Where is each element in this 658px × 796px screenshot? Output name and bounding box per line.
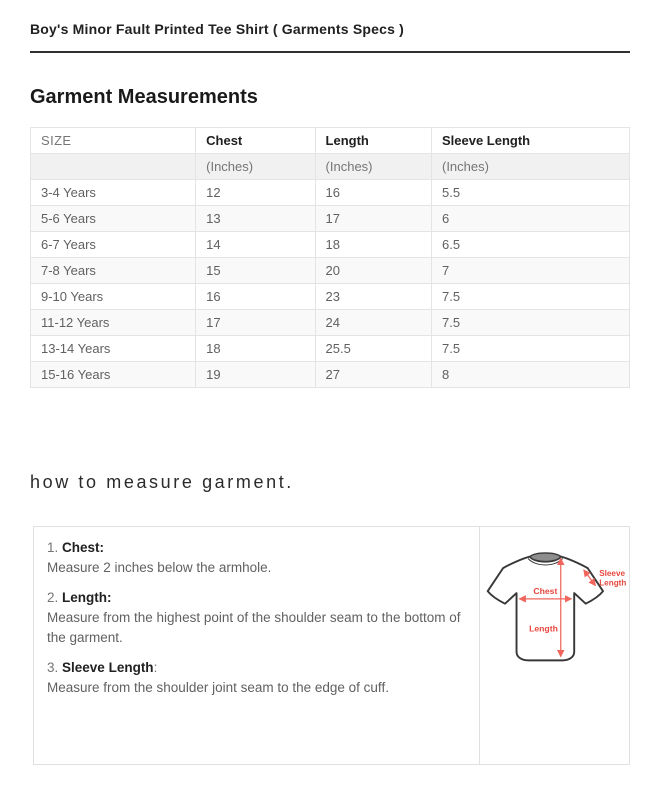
table-row — [31, 336, 630, 362]
size-cell: 11-12 Years — [31, 310, 196, 336]
step-label: Chest: — [62, 540, 105, 555]
step-number: 1. — [47, 540, 59, 555]
sleeve-cell: 8 — [431, 362, 629, 388]
step-label: Sleeve Length — [62, 660, 154, 675]
sleeve-cell: 5.5 — [431, 180, 629, 206]
length-cell: 16 — [315, 180, 431, 206]
length-cell: 18 — [315, 232, 431, 258]
sleeve-length-label-line2: Length — [599, 578, 627, 588]
tshirt-collar — [530, 553, 561, 562]
units-cell: (Inches) — [196, 154, 315, 180]
table-row — [31, 258, 630, 284]
length-cell: 20 — [315, 258, 431, 284]
step-description: Measure 2 inches below the armhole. — [47, 560, 272, 575]
chest-cell: 13 — [196, 206, 315, 232]
length-cell: 23 — [315, 284, 431, 310]
step-description: Measure from the shoulder joint seam to the edge of cuff. — [47, 680, 389, 695]
sleeve-cell: 7.5 — [431, 310, 629, 336]
units-cell — [31, 154, 196, 180]
sleeve-cell: 6 — [431, 206, 629, 232]
column-header-size: SIZE — [31, 128, 196, 154]
table-row — [31, 232, 630, 258]
table-row — [31, 362, 630, 388]
sleeve-length-label-line1: Sleeve — [599, 568, 626, 578]
length-cell: 27 — [315, 362, 431, 388]
units-cell: (Inches) — [431, 154, 629, 180]
table-row — [31, 180, 630, 206]
table-row — [31, 310, 630, 336]
length-cell: 17 — [315, 206, 431, 232]
chest-arrow-label: Chest — [533, 586, 558, 597]
chest-cell: 19 — [196, 362, 315, 388]
step-number: 2. — [47, 590, 59, 605]
measure-step-length — [47, 588, 461, 648]
size-cell: 7-8 Years — [31, 258, 196, 284]
tshirt-measure-diagram — [480, 539, 629, 677]
sleeve-cell: 7.5 — [431, 336, 629, 362]
how-to-measure-box — [33, 526, 630, 765]
measure-step-sleeve-length: 3. Sleeve Length: Measure from the shoulder joint seam to the edge of cuff. — [47, 658, 461, 698]
column-header-sleeve-length: Sleeve Length — [431, 128, 629, 154]
chest-cell: 15 — [196, 258, 315, 284]
chest-cell: 17 — [196, 310, 315, 336]
sleeve-cell: 7.5 — [431, 284, 629, 310]
chest-cell: 14 — [196, 232, 315, 258]
step-number: 3. — [47, 660, 59, 675]
sleeve-cell: 6.5 — [431, 232, 629, 258]
size-cell: 9-10 Years — [31, 284, 196, 310]
chest-cell: 12 — [196, 180, 315, 206]
how-to-measure-heading: how to measure garment. — [30, 472, 294, 492]
measurement-diagram-cell — [480, 527, 629, 764]
table-header-row — [31, 128, 630, 154]
size-cell: 13-14 Years — [31, 336, 196, 362]
step-description: Measure from the highest point of the shoulder seam to the bottom of the garment. — [47, 610, 461, 645]
table-row — [31, 284, 630, 310]
size-cell: 3-4 Years — [31, 180, 196, 206]
length-cell: 25.5 — [315, 336, 431, 362]
chest-cell: 18 — [196, 336, 315, 362]
size-cell: 15-16 Years — [31, 362, 196, 388]
product-title: Boy's Minor Fault Printed Tee Shirt ( Garments Specs ) — [30, 21, 405, 37]
chest-cell: 16 — [196, 284, 315, 310]
column-header-chest: Chest — [196, 128, 315, 154]
length-arrow-label: Length — [529, 623, 558, 634]
sleeve-cell: 7 — [431, 258, 629, 284]
table-row — [31, 206, 630, 232]
measure-step-chest — [47, 538, 461, 578]
garment-measurements-table — [30, 127, 630, 388]
step-label: Length: — [62, 590, 112, 605]
size-cell: 5-6 Years — [31, 206, 196, 232]
units-cell: (Inches) — [315, 154, 431, 180]
title-divider — [30, 51, 630, 53]
measurements-heading: Garment Measurements — [30, 86, 258, 108]
column-header-length: Length — [315, 128, 431, 154]
size-cell: 6-7 Years — [31, 232, 196, 258]
table-units-row — [31, 154, 630, 180]
measure-instructions — [34, 527, 480, 764]
length-cell: 24 — [315, 310, 431, 336]
